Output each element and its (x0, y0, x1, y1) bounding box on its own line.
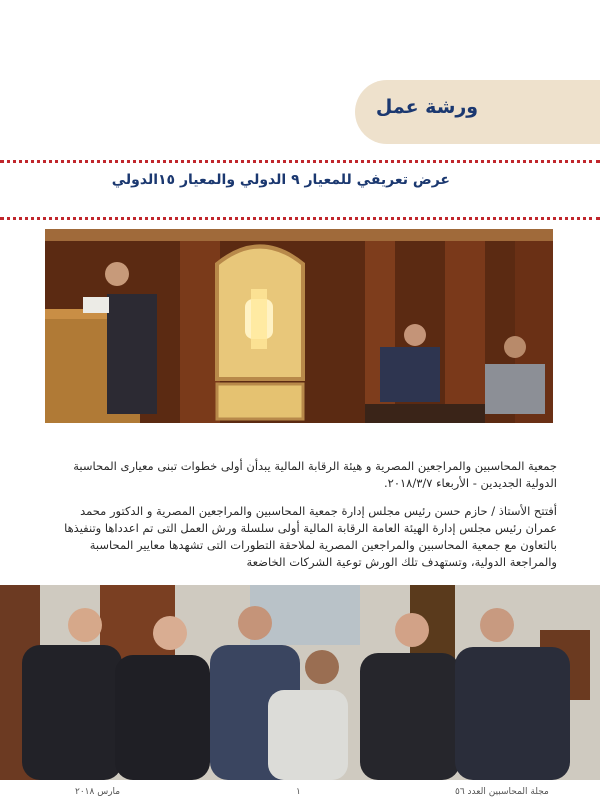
bottom-divider (0, 217, 600, 220)
footer-magazine: مجلة المحاسبين العدد ٥٦ (455, 787, 549, 797)
article-headline: عرض تعريفي للمعيار ٩ الدولي والمعيار ١٥الدولي (111, 172, 450, 188)
paragraph-body: أفتتح الأستاذ / حازم حسن رئيس مجلس إدارة جمعية المحاسبين والمراجعين المصرية و الدكتور محمد عمران رئيس مجلس إدارة الهيئة العامة الرقابة المالية أولى سلسلة ورش العمل التى تم اعدداها وتنفيذها بالتعاون مع جمعية المحاسبين والمراجعين المصرية لملاحقة التطورات التى تشهدها معايير المحاسبة والمراجعة الدولية، وتستهدف تلك الورش توعية الشركات الخاضعة (64, 504, 557, 569)
top-divider (0, 160, 600, 163)
group-photo (0, 585, 600, 780)
footer-page-number: ١ (296, 787, 301, 797)
paragraph-intro: جمعية المحاسبين والمراجعين المصرية و هيئة الرقابة المالية يبدأن أولى خطوات تبنى معيارى المحاسبة الدولية الجديدين - الأربعاء ٢٠١٨/٣/٧. (73, 459, 557, 490)
section-title: ورشة عمل (375, 96, 479, 118)
workshop-photo (45, 229, 553, 423)
footer-date: مارس ٢٠١٨ (75, 787, 121, 797)
